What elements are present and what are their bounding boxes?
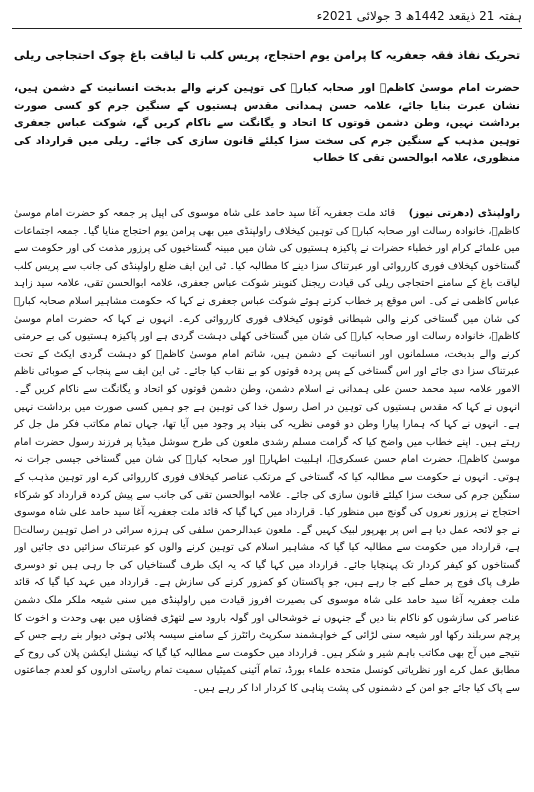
article-dateline: راولپنڈی (دھرتی نیوز) bbox=[408, 208, 520, 219]
article-paragraph bbox=[14, 205, 520, 698]
article-text: قائد ملت جعفریہ آغا سید حامد علی شاہ موسوی کی اپیل پر جمعہ کو حضرت امام موسیٰ کاظمؑ، خانوادہ رسالت اور صحابہ کبارؓ کی توہین کیخلاف راولپنڈی میں بھی پرامن یوم احتجاج منایا گیا۔ جمعہ اجتماعات میں علمائے کرام اور خطباء حضرات نے پاکیزہ ہستیوں کی شان میں مبینہ گستاخیوں کی پرزور مذمت کی اور حکومت سے گستاخوں کیخلاف فوری کارروائی اور عبرتناک سزا دینے کا مطالبہ کیا۔ ٹی این ایف ضلع راولپنڈی کی جانب سے پریس کلب لیاقت باغ کے سامنے احتجاجی ریلی کی قیادت ریجنل کنوینر شوکت عباس جعفری، علامہ ابوالحسن تقی، علامہ سید زاہد عباس کاظمی نے کی۔ اس موقع پر خطاب کرتے ہوئے شوکت عباس جعفری نے کہا کہ حکومت مشاہیر اسلام صحابہ کبارؓ کی شان میں گستاخی کرنے والی شیطانی قوتوں کیخلاف فوری کارروائی کرے۔ انہوں نے کہا کہ حضرت امام موسیٰ کاظمؑ، خانوادہ رسالت اور صحابہ کبارؓ کی شان میں گستاخی کھلی دہشت گردی ہے اور پاکیزہ ہستیوں کی بے حرمتی کرنے والے بدبخت، مسلمانوں اور انسانیت کے دشمن ہیں، شاتم امام موسیٰ کاظمؑ کو دہشت گردی ایکٹ کے تحت عبرتناک سزا دی جائے اور اس گستاخی کے پس پردہ قوتوں کو بے نقاب کیا جائے۔ ٹی این ایف سے پنجاب کے صوبائی ناظم الامور علامہ سید محمد حسن علی ہمدانی نے اسلام دشمن، وطن دشمن قوتوں کو اتحاد و یگانگت سے ناکام کریں گے۔ انہوں نے کہا کہ مقدس ہستیوں کی توہین در اصل رسول خدا کی توہین ہے جو ہمیں کسی صورت میں برداشت نہیں ہے۔ انہوں نے کہا کہ ہمارا پیارا وطن دو قومی نظریہ کی بنیاد پر وجود میں آیا تھا، جہاں تمام مکاتب فکر مل جل کر رہتے ہیں۔ اپنے خطاب میں واضح کیا کہ گرامت مسلم رشدی ملعون کی طرح سوشل میڈیا پر فرزند رسول حضرت امام موسیٰ کاظمؑ، حضرت امام حسن عسکریؑ، اہلبیت اطہارؑ اور صحابہ کبارؓ کی شان میں گستاخی جیسی جرات نہ ہوتی۔ انہوں نے حکومت سے مطالبہ کیا کہ گستاخی کے مرتکب عناصر کیخلاف فوری کارروائی کرے اور توہین مذہب کے سنگین جرم کی سخت سزا کیلئے قانون سازی کی جائے۔ علامہ ابوالحسن تقی کی جانب سے پیش کردہ قرارداد کو شرکاء احتجاج نے پرزور نعروں کی گونج میں منظور کیا۔ قرارداد میں کہا گیا کہ قائد ملت جعفریہ آغا سید حامد علی شاہ موسوی نے جو لائحہ عمل دیا ہے اس پر بھرپور لبیک کہیں گے۔ ملعون عبدالرحمن سلفی کی ہرزہ سرائی در اصل توہین رسالتؐ ہے، قرارداد میں حکومت سے مطالبہ کیا گیا کہ مشاہیر اسلام کی توہین کرنے والوں کو عبرتناک سزائیں دی جائیں اور گستاخوں کو کیفر کردار تک پہنچایا جائے۔ قرارداد میں کہا گیا کہ یہ ایک طرف گستاخیاں کی جا رہی ہیں تو دوسری طرف پاک فوج پر حملے کیے جا رہے ہیں، جو پاکستان کو کمزور کرنے کی سازش ہے۔ قرارداد میں عہد کیا گیا کہ قائد ملت جعفریہ آغا سید حامد علی شاہ موسوی کی بصیرت افروز قیادت میں راولپنڈی میں سنی شیعہ ملکر ملک دشمن عناصر کی سازشوں کو ناکام بنا دیں گے جنہوں نے خوشحالی اور گولہ بارود سے لتھڑی فضاؤں میں بھی وحدت و اخوت کا پرچم سربلند رکھا اور شیعہ سنی لڑائی کے خواہشمند سکرپٹ رائٹرز کے سامنے سیسہ پلائی ہوئی دیوار بنے رہے جس کے نتیجے میں آج بھی مکاتب باہم شیر و شکر ہیں۔ قرارداد میں حکومت سے مطالبہ کیا گیا کہ نیشنل ایکشن پلان کی روح کے مطابق عمل کرے اور نظریاتی کونسل متحدہ علماء بورڈ، تمام آئینی کمیٹیاں سمیت تمام ریاستی اداروں کو لعدم جماعتوں سے پاک کیا جائے جو امن کے دشمنوں کی پشت پناہی کا کردار ادا کر رہے ہیں۔ bbox=[14, 208, 520, 695]
lede-summary: حضرت امام موسیٰ کاظمؑ اور صحابہ کبارؓ کی توہین کرنے والے بدبخت انسانیت کے دشمن ہیں، نشان عبرت بنایا جائے، علامہ حسن ہمدانی مقدس ہستیوں کے سنگین جرم کو کسی صورت برداشت نہیں، وطن دشمن قوتوں کا اتحاد و یگانگت سے ناکام کریں گے، شوکت عباس جعفری توہین مذہب کے سنگین جرم کی سخت سزا کیلئے قانون سازی کی جائے۔ ریلی میں قرارداد کی منظوری، علامہ ابوالحسن تقی کا خطاب bbox=[14, 82, 520, 164]
article-body bbox=[14, 205, 520, 784]
headline: تحریک نفاذ فقہ جعفریہ کا پرامن یوم احتجاج، پریس کلب تا لیاقت باغ چوک احتجاجی ریلی bbox=[13, 48, 521, 62]
issue-dateline: ہفتہ 21 ذیقعد 1442ھ 3 جولائی 2021ء bbox=[12, 6, 522, 29]
